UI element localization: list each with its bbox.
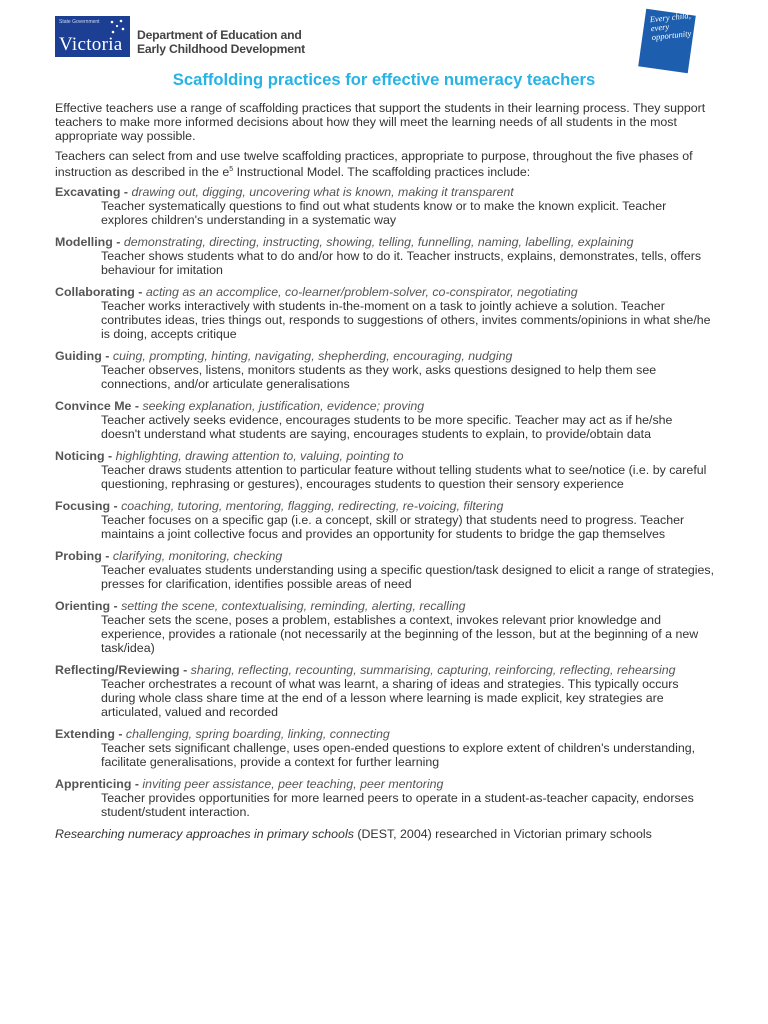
practice-name: Modelling - [55, 235, 124, 250]
practice-keywords: setting the scene, contextualising, reminding, alerting, recalling [121, 599, 466, 614]
practice-keywords: clarifying, monitoring, checking [112, 549, 283, 564]
practice-item [55, 449, 715, 491]
logo-wordmark: Victoria [59, 34, 123, 55]
practice-description: Teacher evaluates students understanding using a specific question/task designed to elicit a range of strategies, presses for clarification, identifies possible areas of need [101, 563, 715, 592]
practice-heading [55, 777, 715, 791]
practice-description: Teacher works interactively with students in-the-moment on a task to jointly achieve a solution. Teacher contributes ideas, tries things out, responds to suggestions of others, invites comments/opinions in what she/he is doing, accepts critique [101, 299, 711, 342]
practice-description: Teacher draws students attention to particular feature without telling students what to see/notice (i.e. by careful questioning, rephrasing or gestures), encourages students to question their sensory experience [101, 463, 707, 492]
practice-name: Excavating - [55, 185, 132, 200]
practice-item [55, 349, 715, 391]
practice-description: Teacher systematically questions to find out what students know or to make the known explicit. Teacher explores children's understanding in a systematic way [101, 199, 667, 228]
practice-keywords: acting as an accomplice, co-learner/problem-solver, co-conspirator, negotiating [145, 285, 578, 300]
practice-name: Focusing - [55, 499, 122, 514]
practice-heading [55, 235, 715, 249]
practice-keywords: seeking explanation, justification, evidence; proving [142, 399, 425, 414]
reference-text: (DEST, 2004) researched in Victorian primary schools [353, 827, 652, 842]
reference-title: Researching numeracy approaches in primary schools [55, 827, 354, 842]
practice-item [55, 777, 715, 819]
page-header [0, 0, 768, 70]
practice-description: Teacher sets the scene, poses a problem, establishes a context, invokes relevant prior knowledge and experience, provides a rationale (not necessarily at the beginning of the lesson, but at the beginning of a new task/idea) [101, 613, 699, 656]
practice-description: Teacher observes, listens, monitors students as they work, asks questions designed to help them see connections, and/or articulate generalisations [101, 363, 657, 392]
tagline-text: Every child, every opportunity [649, 10, 692, 43]
practice-keywords: demonstrating, directing, instructing, showing, telling, funnelling, naming, labelling, explaining [123, 235, 634, 250]
practice-keywords: sharing, reflecting, recounting, summarising, capturing, reinforcing, reflecting, rehearsing [190, 663, 676, 678]
practice-keywords: highlighting, drawing attention to, valuing, pointing to [115, 449, 404, 464]
intro-superscript: 5 [229, 166, 234, 173]
practice-description: Teacher focuses on a specific gap (i.e. a concept, skill or strategy) that students need to progress. Teacher maintains a joint collective focus and provides an opportunity for students to bridge the gap themselves [101, 513, 685, 542]
reference-note [55, 827, 715, 841]
practice-keywords: drawing out, digging, uncovering what is known, making it transparent [131, 185, 514, 200]
practice-name: Probing - [55, 549, 113, 564]
practice-item [55, 499, 715, 541]
practice-list [55, 185, 715, 819]
practice-heading [55, 727, 715, 741]
page-title: Scaffolding practices for effective numeracy teachers [172, 70, 596, 89]
practice-keywords: inviting peer assistance, peer teaching, peer mentoring [142, 777, 444, 792]
practice-description: Teacher sets significant challenge, uses open-ended questions to explore extent of children's understanding, facilitate generalisations, provide a context for further learning [101, 741, 696, 770]
practice-name: Guiding - [55, 349, 113, 364]
southern-cross-icon [108, 19, 126, 35]
practice-name: Apprenticing - [55, 777, 143, 792]
department-line-1: Department of Education and [137, 28, 302, 42]
practice-item [55, 727, 715, 769]
practice-heading [55, 185, 715, 199]
intro-paragraph-1: Effective teachers use a range of scaffolding practices that support the students in their learning process. They support teachers to make more informed decisions about how they will meet the learning needs of all students in the most appropriate way possible. [55, 101, 706, 143]
practice-description: Teacher provides opportunities for more learned peers to operate in a student-as-teacher capacity, endorses student/student interaction. [101, 791, 694, 820]
practice-item [55, 235, 715, 277]
practice-description: Teacher shows students what to do and/or how to do it. Teacher instructs, explains, demonstrates, tells, offers behaviour for imitation [101, 249, 702, 278]
practice-keywords: challenging, spring boarding, linking, connecting [125, 727, 390, 742]
practice-name: Extending - [55, 727, 126, 742]
practice-item [55, 549, 715, 591]
practice-name: Orienting - [55, 599, 122, 614]
document-body [55, 101, 715, 841]
practice-name: Reflecting/Reviewing - [55, 663, 191, 678]
practice-item [55, 399, 715, 441]
practice-heading [55, 349, 715, 363]
practice-keywords: cuing, prompting, hinting, navigating, shepherding, encouraging, nudging [112, 349, 513, 364]
practice-description: Teacher orchestrates a recount of what was learnt, a sharing of ideas and strategies. This typically occurs during whole class share time at the end of a lesson where learning is made explicit, key strategies are articulated, valued and recorded [101, 677, 679, 720]
practice-item [55, 285, 715, 341]
practice-heading [55, 399, 715, 413]
practice-heading [55, 663, 715, 677]
practice-name: Noticing - [55, 449, 116, 464]
intro-text-a: Teachers can select from and use twelve scaffolding practices, appropriate to purpose, throughout the five phases of instruction as described in the e [55, 149, 693, 180]
department-line-2: Early Childhood Development [137, 42, 305, 56]
practice-heading [55, 549, 715, 563]
practice-heading [55, 599, 715, 613]
practice-heading [55, 499, 715, 513]
intro-paragraph-2 [55, 149, 715, 179]
practice-description: Teacher actively seeks evidence, encourages students to be more specific. Teacher may act as if he/she doesn't understand what students are saying, encourages students to explain, to provide/obtain data [101, 413, 673, 442]
practice-heading [55, 285, 715, 299]
practice-heading [55, 449, 715, 463]
department-name [137, 28, 305, 56]
practice-item [55, 599, 715, 655]
intro-text-b: Instructional Model. The scaffolding practices include: [233, 165, 531, 180]
practice-name: Convince Me - [55, 399, 143, 414]
victoria-logo [55, 16, 130, 57]
logo-small-text: State Government [59, 19, 100, 25]
practice-keywords: coaching, tutoring, mentoring, flagging, redirecting, re-voicing, filtering [121, 499, 504, 514]
practice-name: Collaborating - [55, 285, 146, 300]
practice-item [55, 185, 715, 227]
practice-item [55, 663, 715, 719]
tagline-badge [638, 9, 696, 73]
